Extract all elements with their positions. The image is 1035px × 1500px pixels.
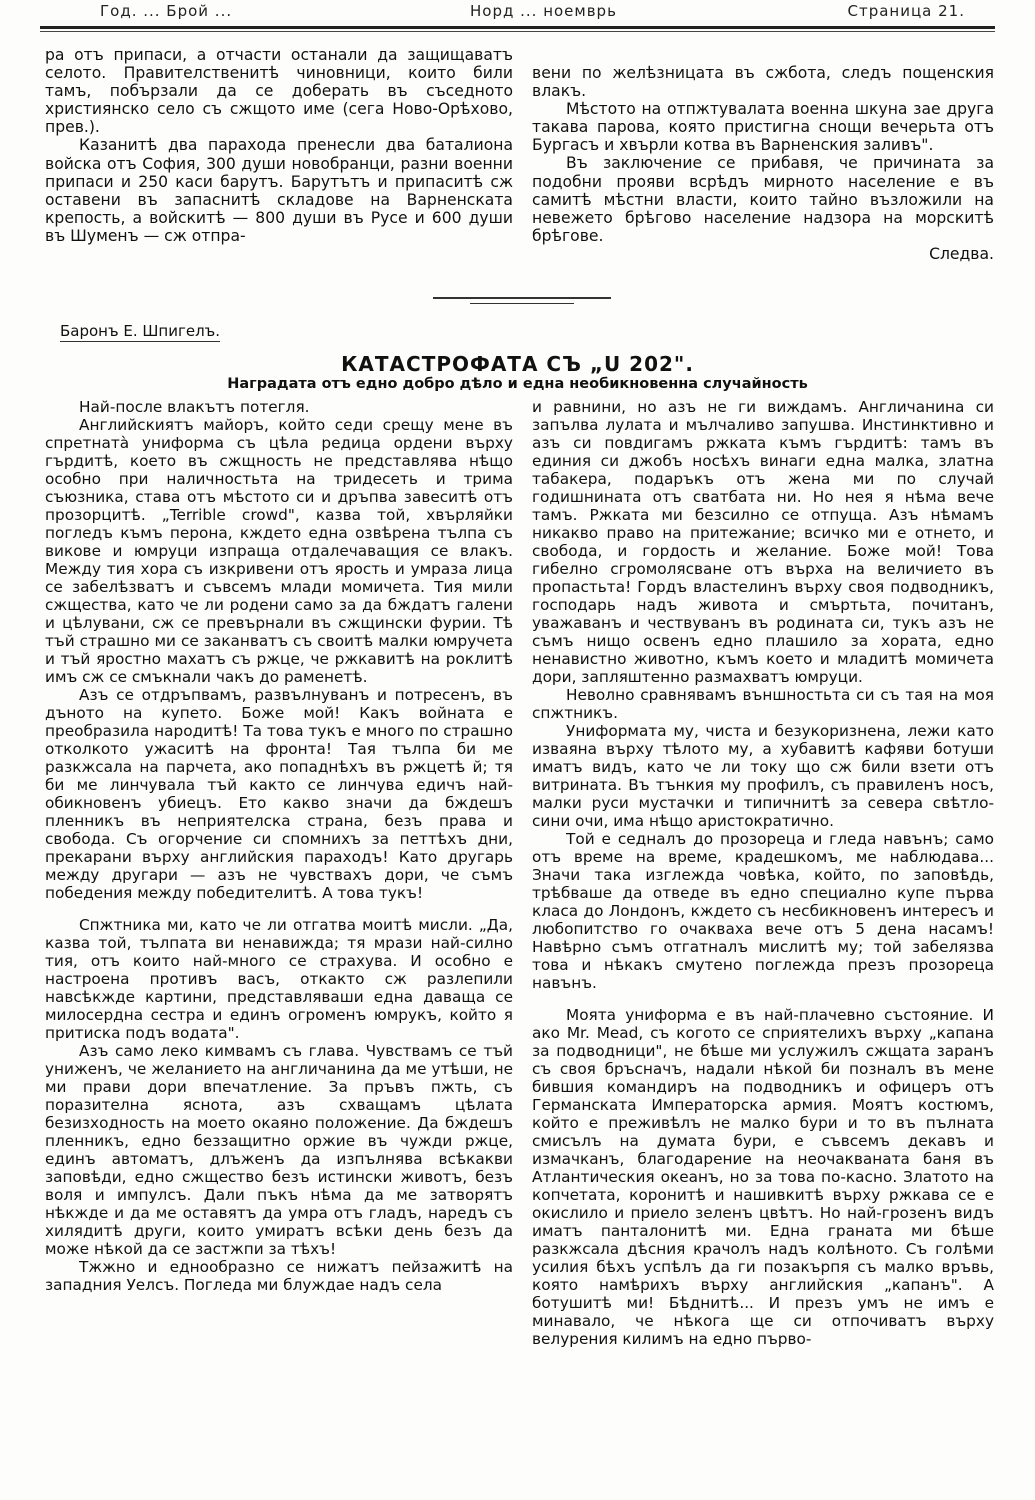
continued-label: Следва. — [929, 244, 994, 263]
paragraph: ра отъ припаси, а отчасти останали да защищаватъ селото. Правителственитѣ чиновници, които били тамъ, побързали да се доберать въ съседното християнско село съ сжщото име (сега Ново-Орѣхово, прев.). — [45, 46, 513, 137]
paragraph: Униформата му, чиста и безукоризнена, лежи като изваяна върху тѣлото му, а хубавитѣ кафяви ботуши иматъ видъ, като че ли току що сж били взети отъ витрината. Въ тънкия му профилъ, съ правиленъ носъ, малки руси мустачки и типичнитѣ за севера свѣтло-сини очи, има нѣщо аристократично. — [532, 722, 994, 830]
paragraph: Неволно сравнявамъ външностьта си съ тая на моя спжтникъ. — [532, 686, 994, 722]
top-article-right-column — [532, 64, 994, 263]
paragraph: Той е седналъ до прозореца и гледа навънъ; само отъ време на време, крадешкомъ, ме наблюдава... Значи така изглежда човѣка, който, по заповѣдь, трѣбваше да отведе въ едно специално купе първа класа до Лондонъ, кждето съ несбикновенъ интересъ и любопитство го очакваха вече отъ 5 дена насамъ! Навѣрно съмъ отгатналъ мислитѣ му; той забелязва това и нѣкакъ смутено поглежда презъ прозореца навънъ. — [532, 830, 994, 992]
paragraph: и равнини, но азъ не ги виждамъ. Англичанина си запълва лулата и мълчаливо запушва. Инстинктивно и азъ си повдигамъ ржката къмъ гърдитѣ: тамъ въ единия си джобъ носѣхъ винаги една малка, златна табакера, подаръкъ отъ жена ми по случай годишнината отъ сватбата ни. Но нея я нѣма вече тамъ. Ржката ми безсилно се отпуща. Азъ нѣмамъ никакво право на притежание; всичко ми е отнето, и свобода, и гордость и желание. Боже мой! Това гибелно сгромолясване отъ върха на величието въ пропастьта! Гордъ властелинъ върху своя подводникъ, господарь надъ живота и смъртьта, почитанъ, уважаванъ и чествуванъ въ родината си, тукъ азъ не съмъ нищо освенъ едно плашило за хората, едно ненавистно животно, къмъ което и младитѣ момичета дори, запляштенно размахватъ юмруци. — [532, 398, 994, 686]
running-header — [40, 0, 995, 22]
paragraph: Английскиятъ майоръ, който седи срещу мене въ спретнатà униформа съ цѣла редица ордени върху гърдитѣ, което въ сжщность не представлява нѣщо особно при наличностьта на тридесеть и трима съюзника, става отъ мѣстото си и дръпва завеситѣ отъ прозорцитѣ. „Terrible crowd", казва той, хвърляйки погледъ къмъ перона, кждето една озвѣрена тълпа съ викове и юмруци изпраща отдалечаващия се влакъ. Между тия хора съ изкривени отъ ярость и умраза лица се забелѣзватъ и съвсемъ млади момичета. Тия мили сжщества, като че ли родени само за да бждатъ галени и цѣлувани, сж се превърнали въ сжщински фурии. Тѣ тъй страшно ми се заканватъ съ своитѣ малки юмручета и тъй яростно махатъ съ ржце, че ржкавитѣ на роклитѣ имъ сж се смъкнали чакъ до раменетѣ. — [45, 416, 513, 686]
paragraph: Спжтника ми, като че ли отгатва моитѣ мисли. „Да, казва той, тълпата ви ненавижда; тя мрази най-силно тия, отъ които най-много се страхува. И особно е настроена противъ васъ, откакто сж разлепили навсѣкжде картини, представляваши една даваща се милосердна сестра и единъ огроменъ юмрукъ, който я притиска подъ водата". — [45, 916, 513, 1042]
paragraph: Въ заключение се прибавя, че причината за подобни прояви всрѣдъ мирното население е въ самитѣ мѣстни власти, които тайно възложили на невежето брѣгово население надзора на морскитѣ брѣгове. — [532, 154, 994, 245]
paragraph: Мѣстото на отпжтувалата военна шкуна зае друга такава парова, която пристигна снощи вечерьта отъ Бургасъ и хвърли котва въ Варненския заливъ". — [532, 100, 994, 155]
header-rule-thin — [40, 31, 995, 32]
paragraph: Моята униформа е въ най-плачевно състояние. И ако Mr. Mead, съ когото се сприятелихъ върху „капана за подводници", не бѣше ми услужилъ сжщата заранъ съ своя бръсначъ, надали нѣкой би позналъ въ мене бившия командиръ на подводникъ и офицеръ отъ Германската Императорска армия. Моятъ костюмъ, който е преживѣлъ не малко бури и то въ пълната смисълъ на думата бури, е съвсемъ декавъ и измачканъ, благодарение на неочакваната баня въ Атлантическия океанъ, но за това по-касно. Златото на копчетата, коронитѣ и нашивкитѣ върху ржкава се е окислило и приело зеленъ цвѣтъ. Но най-грозенъ видъ иматъ панталонитѣ ми. Една граната ми бѣше разкжсала дѣсния крачолъ надъ колѣното. Съ голѣми усилия бѣхъ успѣлъ да ги позакърпя съ малко връвь, която намѣрихъ върху английския „капанъ". А ботушитѣ ми! Бѣднитѣ... И презъ умъ не имъ е минавало, че нѣкога ще си отпочиватъ върху велурения килимъ на едно първо- — [532, 1006, 994, 1348]
paragraph: вени по желѣзницата въ сжбота, следъ пощенския влакъ. — [532, 64, 994, 101]
section-divider-thin — [470, 303, 574, 304]
header-rule — [40, 26, 995, 29]
paragraph: Казанитѣ два парахода пренесли два баталиона войска отъ София, 300 души новобранци, разни военни припаси и 250 каси барутъ. Барутътъ и припаситѣ сж оставени въ запаснитѣ складове на Варненската крепость, а войскитѣ — 800 души въ Русе и 600 души въ Шуменъ — сж отпра- — [45, 136, 513, 245]
top-article-left-column — [45, 46, 513, 245]
header-page-number: Страница 21. — [847, 2, 965, 20]
paragraph: Тжжно и еднообразно се нижатъ пейзажитѣ на западния Уелсъ. Погледа ми блуждае надъ села — [45, 1258, 513, 1294]
article-author: Баронъ Е. Шпигелъ. — [60, 322, 221, 340]
header-issue: Год. ... Брой ... — [100, 2, 233, 20]
paragraph: Най-после влакътъ потегля. — [79, 398, 310, 416]
header-date: Норд ... ноемврь — [470, 2, 617, 20]
section-divider — [433, 297, 611, 299]
article-title: КАТАСТРОФАТА СЪ „U 202". — [341, 352, 694, 376]
article-left-column — [45, 398, 513, 1294]
paragraph: Азъ се отдръпвамъ, развълнуванъ и потресенъ, въ дъното на купето. Боже мой! Какъ войната е преобразила народитѣ! Та това тукъ е много по страшно отколкото ужаситѣ на фронта! Тая тълпа би ме разкжсала на парчета, ако попаднѣхъ въ ржцетѣ й; тя би ме линчувала тъй както се линчува едичъ най-обикновенъ убиецъ. Ето какво значи да бждешъ пленникъ въ неприятелска страна, безъ права и свобода. Съ огорчение си спомнихъ за петтѣхъ дни, прекарани върху английския параходъ! Като другарь между другари — азъ не чувствахъ дори, че съмъ победения между победителитѣ. А това тукъ! — [45, 686, 513, 902]
article-subtitle: Наградата отъ едно добро дѣло и една необикновенна случайность — [227, 376, 808, 392]
paragraph: Азъ само леко кимвамъ съ глава. Чувствамъ се тъй униженъ, че желанието на англичанина да ме утѣши, не ми прави дори впечатление. За пръвъ пжть, съ поразителна яснота, азъ схващамъ цѣлата безизходность на моето окаяно положение. Да бждешъ пленникъ, едно беззащитно оржие въ чужди ржце, единъ автоматъ, длъженъ да изпълнява всѣкакви заповѣди, едно сжщество безъ истински животъ, безъ воля и импулсъ. Дали пъкъ нѣма да ме затворятъ нѣкжде и да ме оставятъ да умра отъ гладъ, наредъ съ хилядитѣ други, които умиратъ всѣки день безъ да може нѣкой да се застжпи за тѣхъ! — [45, 1042, 513, 1258]
article-right-column — [532, 398, 994, 1348]
